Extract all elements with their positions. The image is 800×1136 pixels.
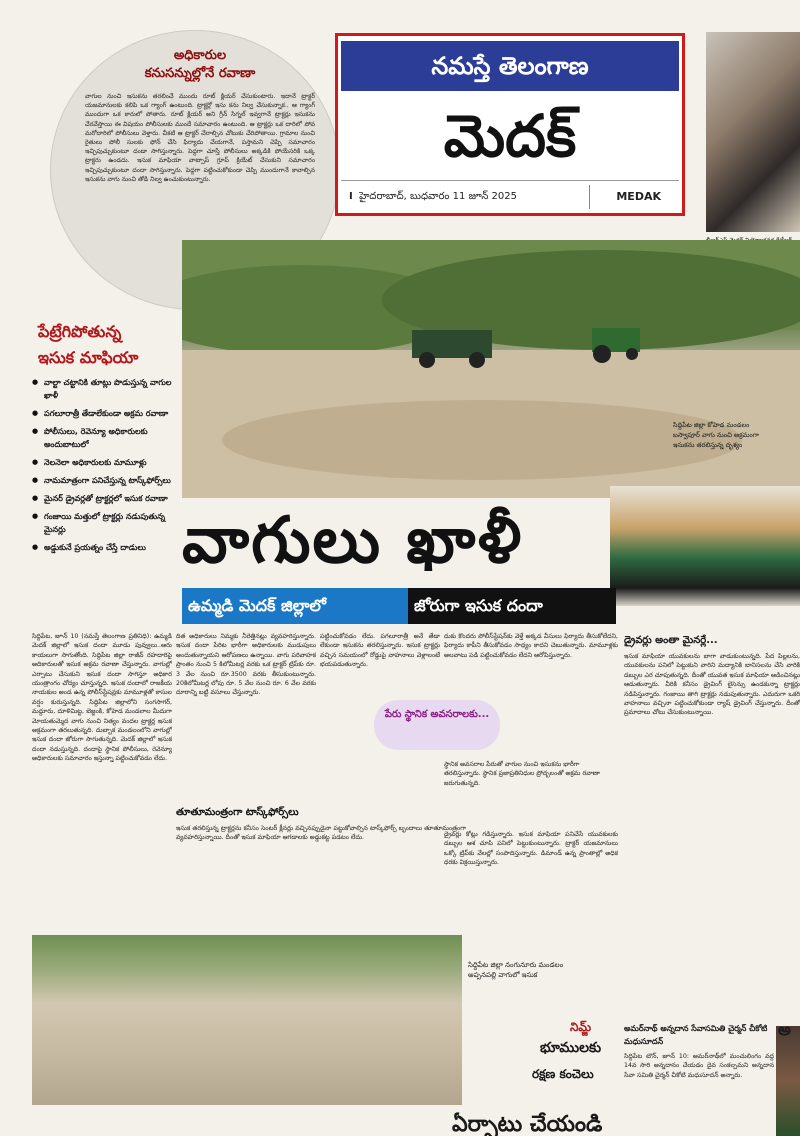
divider (589, 185, 590, 209)
news-photo-right (706, 32, 800, 232)
article-column-2b: ఇసుక తరలిస్తున్న ట్రాక్టర్లను కనీసం సెంటర్ క్లీనర్లు వచ్చినప్పుడైనా పట్టుకోవాల్సిన టాస్క్‌ఫోర్స్ బృందాలు తూతూమంత్రంగా వ్యవహరిస్తున్నాయి. దీంతో ఇసుక మాఫియా ఆగడాలకు అడ్డుకట్ట పడటం లేదు. (176, 825, 466, 842)
list-item: ● గంజాయి మత్తులో ట్రాక్టర్లు నడుపుతున్న మైనర్లు (32, 510, 182, 536)
bubble-text: వాగుల నుంచి ఇసుకను తరలించే ముందు రూట్ క్లియర్ చేసుకుంటారు. ఇదానే ట్రాక్టర్ యజమానులకు కలిపి ఒక గ్యాంగ్ ఉంటుంది. ట్రాక్టర్లో ఇసు కను నిల్వ చేసుకున్నాక.. ఆ గ్యాంగ్ ముందుగా ఒక కారులో పోతారు. రూట్ క్లియర్ అని గ్రీన్ సిగ్నల్ ఇవ్వగానే ట్రాక్టర్లు ఇసుకను చేరవేస్తాయి ఈ విషయం పోలీసులకు ముందే సమాచారం ఉంటుంది. ఆ ట్రాక్టర్లు ఒక దారిలో పోవ మరోదారిలో పోలీసులు వెళ్తారు. చీకటి ఆ ట్రాక్టర్ చేరాల్సిన చోటుకు చేరిపోతాయి. గ్రామాల నుంచి రైతులు పోలీ సులకు ఫోన్ చేసి ఫిర్యాదు చేయగానే, పస్తామని చెప్పి సమాచారం ఇచ్చిపుచ్చుకుంటూ దండా సాగిస్తున్నారు. పెద్దగా చూస్తే పోలీసులు అక్కడికి పోయేసరికి ఒక్క ట్రాక్టరు ఉండదు. ఇసుక మాఫియా వాట్సాప్ గ్రూప్ క్రియేట్ చేసుకుని సమాచారం ఇచ్చిపుచ్చుకుంటూ దందా సాగిస్తున్నారు. పెద్దగా పట్టించుకోకుండా చెప్పి ముందుగానే కావాల్సిన ఇసుకను వాగు నుంచి తోడి నిల్వ ఉంచుకుంటున్నారు. (85, 93, 315, 183)
sidebar-subtitle: ఇసుక మాఫియా (38, 348, 139, 367)
bottom-right-letter: అ (778, 1020, 791, 1039)
sub-headline (182, 588, 616, 624)
section-heading: తూతూమంత్రంగా టాస్క్‌ఫోర్స్‌లు (176, 807, 299, 818)
list-item: ● అడ్డుకునే ప్రయత్నం చేస్తే దాడులు (32, 541, 182, 554)
dateline: I హైదరాబాద్, బుధవారం 11 జూన్ 2025 (349, 191, 518, 202)
article-column-4: దుకు కొందరు పోలీస్‌స్టేషన్‌కు వెళ్తే అక్కడ వీసులు ఫిర్యాదు తీసుకోలేదని, ఫిర్యాదు కాపీని తీసుకోవడం సాధ్యం కాదని చెబుతున్నారు. మామూళ్లకు అలవాటు పడి పట్టించుకోవడం లేదని ఆరోపిస్తున్నారు. (444, 633, 618, 659)
bottom-photo-caption: సిద్దిపేట జిల్లా నంగునూరు మండలం అప్పనపల్లి వాగులో ఇసుక (468, 961, 564, 979)
list-item: ● వాల్టా చట్టానికి తూట్లు పొడుస్తున్న వాగుల ఖాళీ (32, 376, 182, 402)
bubble-title: అధికారుల (173, 48, 227, 63)
article-column-5: ఇసుక మాఫియా యువకులను బాగా వాడుకుంటున్నది. పేద పిల్లలను, యువకులను పనిలో పెట్టుకుని వారిని మద్యానికి బానిసలను చేసి వారికి డబ్బుల ఎర చూపుతున్నది. దీంతో యువత ఇసుక మాఫియా ఆడించినట్లు ఆడుతున్నారు. వీరికి కనీసం డ్రైవింగ్ లైసెన్సు ఉండకున్నా ట్రాక్టర్లు నడిపిస్తున్నారు. గంజాయి తాగి ట్రాక్టర్లు నడుపుతున్నారు. ఎదురుగా ఒకరి వాహనాలు వచ్చినా పట్టించుకోకుండా ర్యాష్ డ్రైవింగ్ చేస్తున్నారు. దీంతో ప్రమాదాలు చోటు చేసుకుంటున్నాయి. (624, 653, 800, 717)
bubble-subtitle: కనుసన్నుల్లోనే రవాణా (144, 66, 256, 81)
article-column-3: పట్టించుకోవడం లేదు. పగలూరాత్రీ అనే తేడా లేకుండా ఇసుకను తరలిస్తున్నారు. ఇసుక ట్రాక్టర్లు వచ్చిన సమయంలో రోడ్డుపై వాహనాలు వెళ్లాలంటే భయపడుతున్నారు. (320, 633, 440, 669)
bottom-right-heading: అమర్‌నాథ్ అన్నదాన సేవాసమితి చైర్మన్ చీకోటి మధుసూదన్ (624, 1024, 768, 1046)
list-item: ● నామమాత్రంగా పనిచేస్తున్న టాస్క్‌ఫోర్స్‌లు (32, 474, 182, 487)
edition-label: MEDAK (616, 190, 661, 203)
callout-text: స్థానిక అవసరాల పేరుతో వాగుల నుంచి ఇసుకను భారీగా తరలిస్తున్నారు. స్థానిక ప్రజాప్రతినిధుల ప్రోద్బలంతో అక్రమ రవాణా జరుగుతున్నది. (444, 761, 601, 787)
callout-box: పేరు స్థానిక అవసరాలకు... (374, 700, 500, 750)
bottom-photo (32, 935, 462, 1105)
nimz-headline-3: ఏర్పాటు చేయండి (452, 1112, 603, 1136)
article-column-1: సిద్దిపేట, జూన్ 10 (నమస్తే తెలంగాణ ప్రతినిధి): ఉమ్మడి మెదక్ జిల్లాలో ఇసుక దందా మూడు పువ్వులు..ఆరు కాయలుగా సాగుతోంది. సిద్దిపేట జిల్లా రాజీవ్ రహదారిపై అదికారులతో ఇసుక అక్రమ రవాణా చేస్తున్నారు. వాగుల్లో ఎర్పాటు చేసుకుని ఇసుక దందా సాగిస్తూ అధికార యంత్రాంగం చోద్యం చూస్తున్నది. ఇసుక దందాలో రాజకీయ నాయకుల అండ ఉన్న పోలీస్‌స్టేషన్లకు మామూళ్లతో కాసుల వర్షం కురుస్తున్నది. సిద్దిపేట జిల్లాలోని సంగసాగర్, మద్దూరు, దూళిమిట్ట, బెజ్జంకి, కోహెడ మండలాల మీదుగా మోయతుమ్మెద వాగు నుంచి నిత్యం వందల ట్రాక్టర్ల ఇసుక అక్రమంగా తరలుతున్నది. దుబ్బాక మండలంలోని వాగుల్లో ఇసుక దందా జోరుగా సాగుతున్నది. మెదక్ జిల్లాలో ఇసుక దందా నడుస్తున్నది. దందాపై స్థానిక పోలీసులు, రెవెన్యూ అధికారులకు సమాచారం ఇస్తున్నా పట్టించుకోవడం లేదు. (32, 633, 172, 763)
column-5-heading: డ్రైవర్లు అంతా మైనర్లే... (624, 635, 718, 646)
article-column-4b: డ్రైవర్లు కోట్లు గడిస్తున్నారు. ఇసుక మాఫియా పనిచేసే యువకులకు డబ్బుల ఆశ చూపి పనిలో పెట్టుకుంటున్నారు. ట్రాక్టర్ యజమానులు ఒక్కో ట్రిప్‌కు వేలల్లో సంపాదిస్తున్నారు. డిమాండ్ ఉన్న ప్రాంతాల్లో అధిక ధరకు విక్రయిస్తున్నారు. (444, 831, 618, 867)
masthead-edition: మెదక్ (443, 102, 577, 170)
masthead-brand: నమస్తే తెలంగాణ (341, 41, 679, 91)
nimz-headline-2: రక్షణ కంచెలు (532, 1067, 594, 1081)
list-item: ● పగలూరాత్రీ తేడాలేకుండా అక్రమ రవాణా (32, 407, 182, 420)
sub-headline-blue: ఉమ్మడి మెదక్ జిల్లాలో (182, 588, 408, 624)
main-photo (182, 240, 800, 498)
list-item: ● మైనర్ డ్రైవర్లతో ట్రాక్టర్లలో ఇసుక రవాణా (32, 492, 182, 505)
sidebar-bullets (32, 376, 182, 559)
main-photo-caption: సిద్దిపేట జిల్లా కోహెడ మండలం బస్వాపూర్ వాగు నుంచి అక్రమంగా ఇసుకను తరలిస్తున్న దృశ్యం (673, 421, 759, 449)
masthead-dateline-bar (341, 180, 679, 212)
list-item: ● నెలనెలా అధికారులకు మామూళ్లు (32, 456, 182, 469)
sand-field-illustration (182, 240, 800, 498)
nimz-kicker: నిమ్జ్ (570, 1020, 592, 1034)
list-item: ● పోలీసులు, రెవెన్యూ అధికారులకు అందుబాటులో (32, 425, 182, 451)
main-headline: వాగులు ఖాళీ (182, 504, 524, 578)
truck-photo (610, 486, 800, 606)
nimz-headline-1: భూములకు (540, 1040, 602, 1056)
sub-headline-black: జోరుగా ఇసుక దందా (408, 588, 616, 624)
sidebar-title: పేట్రేగిపోతున్న (38, 322, 122, 341)
article-column-2: దిత అధికారులు నిమ్మకు నీరెత్తినట్లు వ్యవహరిస్తున్నారు. ఇసుక దందా పేరిట భారీగా అధికారులకు ముడుపులు అందుతున్నాయని ఆరోపణలు ఉన్నాయి. వాగు పరివాహక ప్రాంతం నుంచి 5 కిలోమీటర్ల వరకు ఒక ట్రాక్టర్ ట్రిప్‌కు రూ. 3 వేల నుంచి రూ.3500 వరకు తీసుకుంటున్నారు. 20కిలోమీటర్ల లోపు రూ. 5 వేల నుంచి రూ. 6 వేల వరకు దూరాన్ని బట్టి వసూలు చేస్తున్నారు. (176, 633, 316, 697)
bottom-right-text: సిద్దిపేట టౌన్, జూన్ 10: అమర్‌నాథ్‌లో మంచులింగం వద్ద 14వ సారి అన్నదానం చేయడం దైవ సంకల్పమని అన్నదాన సేవా సమితి చైర్మన్ చీకోటి మధుసూదన్ అన్నారు. (624, 1053, 774, 1079)
